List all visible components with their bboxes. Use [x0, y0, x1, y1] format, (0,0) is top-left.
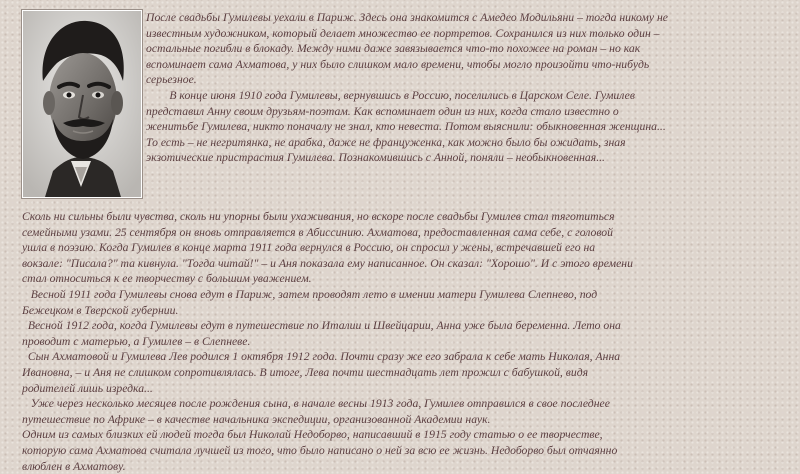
- text-line: Одним из самых близких ей людей тогда был Николай Недоборво, написавший в 1915 году статью о ее творчестве,: [22, 427, 633, 443]
- text-line: Весной 1912 года, когда Гумилевы едут в путешествие по Италии и Швейцарии, Анна уже была беременна. Лето она: [22, 318, 633, 334]
- text-line: Сын Ахматовой и Гумилева Лев родился 1 октября 1912 года. Почти сразу же его забрала к себе мать Николая, Анна: [22, 349, 633, 365]
- text-line: представил Анну своим друзьям-поэтам. Как вспоминает один из них, когда стало известно о: [146, 104, 668, 120]
- text-line: остальные погибли в блокаду. Между ними даже завязывается что-то похожее на роман – но как: [146, 41, 668, 57]
- text-line: влюблен в Ахматову.: [22, 459, 633, 474]
- text-line: То есть – не негритянка, не арабка, даже не француженка, как можно было бы ожидать, зная: [146, 135, 668, 151]
- text-line: серьезное.: [146, 72, 668, 88]
- text-line: В конце июня 1910 года Гумилевы, вернувшись в Россию, поселились в Царском Селе. Гумилев: [146, 88, 668, 104]
- text-line: путешествие по Африке – в качестве начальника экспедиции, организованной Академии наук.: [22, 412, 633, 428]
- text-line: Ивановна, – и Аня не слишком сопротивлялась. В итоге, Лева почти шестнадцать лет прожил с бабушкой, видя: [22, 365, 633, 381]
- text-line: Сколь ни сильны были чувства, сколь ни упорны были ухаживания, но вскоре после свадьбы Гумилев стал тяготиться: [22, 209, 633, 225]
- text-line: стал относиться к ее творчеству с большим уважением.: [22, 271, 633, 287]
- portrait-photo-drawing: [23, 11, 141, 197]
- text-line: женитьбе Гумилева, никто поначалу не знал, кто невеста. Потом выяснили: обыкновенная женщина...: [146, 119, 668, 135]
- text-line: известным художником, который делает множество ее портретов. Сохранился из них только один –: [146, 26, 668, 42]
- text-line: родителей лишь изредка...: [22, 381, 633, 397]
- text-line: Бежецком в Тверской губернии.: [22, 303, 633, 319]
- text-line: вокзале: "Писала?" та кивнула. "Тогда читай!" – и Аня показала ему написанное. Он сказал: "Хорошо". И с этого времени: [22, 256, 633, 272]
- text-line: которую сама Ахматова считала лучшей из того, что было написано о ней за всю ее жизнь. Недоборво был отчаянно: [22, 443, 633, 459]
- text-line: экзотические пристрастия Гумилева. Познакомившись с Анной, поняли – необыкновенная...: [146, 150, 668, 166]
- text-line: После свадьбы Гумилевы уехали в Париж. Здесь она знакомится с Амедео Модильяни – тогда никому не: [146, 10, 668, 26]
- text-line: Уже через несколько месяцев после рождения сына, в начале весны 1913 года, Гумилев отправился в свое последнее: [22, 396, 633, 412]
- text-line: ушла в поэзию. Когда Гумилев в конце марта 1911 года вернулся в Россию, он спросил у жены, встречавшей его на: [22, 240, 633, 256]
- bottom-paragraph: [22, 209, 633, 474]
- portrait-photo: [22, 10, 142, 198]
- text-line: вспоминает сама Ахматова, у них было слишком мало времени, чтобы могло произойти что-нибудь: [146, 57, 668, 73]
- top-paragraph: [146, 10, 668, 166]
- text-line: семейными узами. 25 сентября он вновь отправляется в Абиссинию. Ахматова, предоставленная сама себе, с головой: [22, 225, 633, 241]
- text-line: проводит с матерью, а Гумилев – в Слепневе.: [22, 334, 633, 350]
- text-line: Весной 1911 года Гумилевы снова едут в Париж, затем проводят лето в имении матери Гумилева Слепнево, под: [22, 287, 633, 303]
